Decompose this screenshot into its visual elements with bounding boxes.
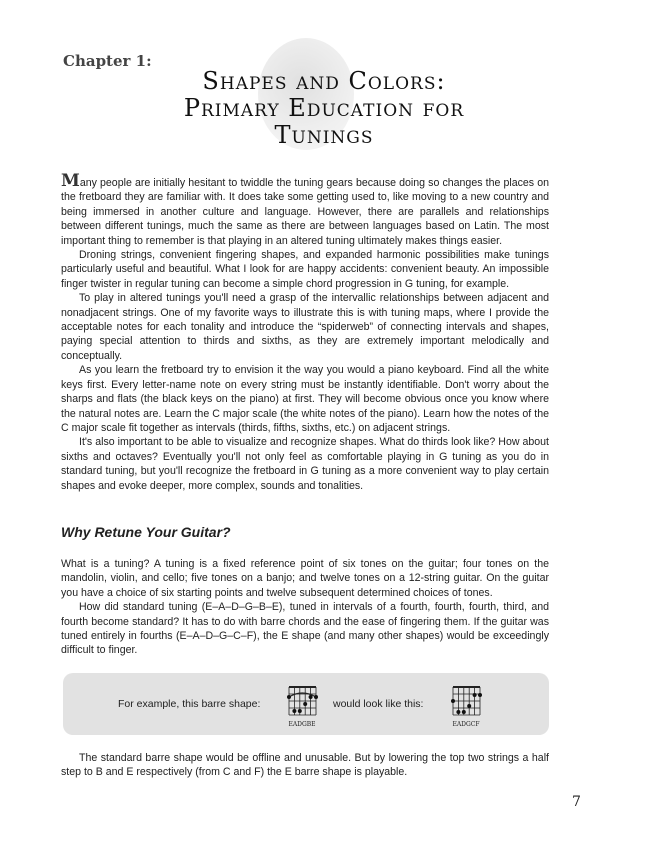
example-box	[63, 673, 549, 735]
title-line: Shapes and Colors:	[202, 67, 446, 95]
chapter-label: Chapter 1:	[63, 52, 152, 70]
paragraph-text: any people are initially hesitant to twiddle the tuning gears because doing so changes the places on the fretboard they are familiar with. It does take some getting used to, like moving to a new country and being immersed in another culture and language. However, there are parallels and relationships between different tunings, much the same as there are between languages based on Latin. The most important thing to remember is that playing in an altered tuning ultimately makes things easier.	[61, 177, 549, 247]
section-text	[61, 557, 549, 658]
paragraph: Droning strings, convenient fingering shapes, and expanded harmonic possibilities make tunings particularly useful and beautiful. What I look for are happy accidents: convenient beauty. An impossible finger twister in regular tuning can become a simple chord progression in G tuning, for example.	[61, 249, 549, 290]
page-number: 7	[572, 794, 581, 810]
example-text: For example, this barre shape:	[118, 698, 261, 710]
title-line: Tunings	[274, 121, 374, 149]
title-line: Primary Education for	[183, 94, 465, 122]
paragraph: How did standard tuning (E–A–D–G–B–E), tuned in intervals of a fourth, fourth, fourth, third, and fourth become standard? It has to do with barre chords and the ease of fingering them. If the guitar was tuned entirely in fourths (E–A–D–G–C–F), the E shape (and many other shapes) would be exceedingly difficult to finger.	[61, 601, 549, 657]
chord-grid-icon	[285, 685, 319, 717]
chord-diagram-fourths	[449, 685, 483, 728]
paragraph: The standard barre shape would be offline and unusable. But by lowering the top two strings a half step to B and E respectively (from C and F) the E barre shape is playable.	[61, 752, 549, 779]
paragraph: It's also important to be able to visualize and recognize shapes. What do thirds look like? How about sixths and octaves? Eventually you'll not only feel as comfortable playing in G tuning as you do in standard tuning, but you'll recognize the fretboard in G tuning as a more convenient way to play certain shapes and evoke deeper, more complex, sounds and tonalities.	[61, 436, 549, 492]
intro-text	[61, 171, 549, 493]
chapter-title	[60, 68, 588, 149]
paragraph	[61, 171, 549, 248]
chord-tuning-label: EADGBE	[288, 721, 316, 728]
closing-text	[61, 751, 549, 780]
paragraph: What is a tuning? A tuning is a fixed reference point of six tones on the guitar; four tones on the mandolin, violin, and cello; five tones on a banjo; and twelve tones on a 12-string guitar. On the guitar you have a choice of six starting points and twelve subsequent determined choices of tones.	[61, 558, 549, 599]
chord-tuning-label: EADGCF	[452, 721, 480, 728]
paragraph: As you learn the fretboard try to envision it the way you would a piano keyboard. Find all the white keys first. Every letter-name note on every string must be instantly identifiable. Don't worry about the sharps and flats (the black keys on the piano) at first. They will become obvious once you know where the natural notes are. Learn the C major scale (the white notes of the piano). Learn how the notes of the C major scale fit together as intervals (thirds, fifths, sixths, etc.) on adjacent strings.	[61, 364, 549, 434]
drop-cap: M	[61, 171, 80, 191]
chord-grid-icon	[449, 685, 483, 717]
paragraph: To play in altered tunings you'll need a grasp of the intervallic relationships between adjacent and nonadjacent strings. One of my favorite ways to illustrate this is with tuning maps, where I provide the acceptable notes for each tonality and introduce the “spiderweb” of connecting intervals and shapes, paying special attention to thirds and sixths, as they are extremely important melodically and conceptually.	[61, 292, 549, 362]
chord-diagram-standard	[285, 685, 319, 728]
section-heading: Why Retune Your Guitar?	[61, 524, 231, 540]
example-text: would look like this:	[333, 698, 424, 710]
